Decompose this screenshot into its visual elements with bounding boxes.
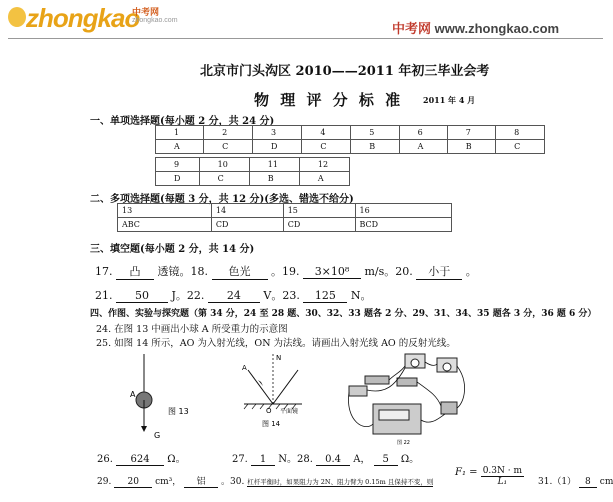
answer-blank-30: 杠杆平衡时，如果阻力为 2N、阻力臂为 0.15m 且保持不变，则 — [247, 478, 434, 486]
q24-text: 24. 在图 13 中画出小球 A 所受重力的示意图 — [96, 324, 288, 335]
table-cell: ABC — [118, 218, 212, 232]
fig14-a-label: A — [242, 364, 247, 372]
fig13-ball-label: A — [130, 390, 136, 399]
fig14-n-label: N — [276, 354, 282, 362]
table-row — [156, 172, 350, 186]
table-cell: D — [156, 172, 200, 186]
table-cell: 6 — [399, 126, 447, 140]
header-divider — [8, 38, 603, 39]
q-text: J。22. — [171, 289, 205, 302]
table-row — [118, 218, 452, 232]
table-row — [156, 158, 350, 172]
q-number: 21. — [95, 289, 113, 302]
sec1-answer-table-2 — [155, 157, 350, 186]
answers-21-23 — [95, 287, 371, 303]
q-text: m/s。20. — [364, 265, 413, 278]
table-cell: 3 — [252, 126, 301, 140]
q25-text: 25. 如图 14 所示，AO 为入射光线，ON 为法线。请画出入射光线 AO 的反射光线。 — [96, 338, 456, 349]
sec4-heading: 四、作图、实验与探究题（第 34 分，24 至 28 题、30、32、33 题各 2 分、29、31、34、35 题各 3 分，36 题 6 分） — [90, 309, 597, 319]
q-text: Ω。 — [167, 454, 186, 465]
q-text: N。 — [350, 289, 372, 302]
doc-date: 2011 年 4 月 — [423, 95, 476, 105]
q-number: 31.（1） — [538, 477, 577, 487]
site-cn: 中考网 — [392, 21, 432, 36]
table-cell: B — [447, 140, 495, 154]
table-cell: A — [156, 140, 204, 154]
logo-sub: zhongkao.com — [132, 17, 178, 24]
doc-subtitle: 物 理 评 分 标 准 — [254, 91, 404, 109]
sec3-heading: 三、填空题(每小题 2 分，共 14 分) — [90, 244, 255, 255]
q-text: Ω。 — [400, 454, 420, 465]
table-cell: 12 — [299, 158, 349, 172]
formula-lhs: F₁ = — [455, 467, 478, 478]
table-cell: C — [204, 140, 253, 154]
sec2-heading: 二、多项选择题(每题 3 分，共 12 分)(多选、错选不给分) — [90, 194, 354, 205]
site-logo[interactable] — [6, 3, 181, 33]
answer-blank: 凸 — [116, 263, 154, 280]
logo-text: zhongkao — [26, 3, 140, 33]
site-url[interactable] — [392, 18, 559, 37]
q-number: 29. — [97, 477, 112, 487]
logo-z-mark — [8, 7, 26, 27]
q-text: cm — [599, 477, 613, 487]
fig14-mirror-label: 平面镜 — [280, 408, 299, 415]
answers-29-31 — [97, 474, 433, 488]
table-cell: 15 — [283, 204, 355, 218]
answers-17-20 — [95, 263, 477, 280]
q-text: 。19. — [271, 265, 300, 278]
table-cell: 4 — [302, 126, 351, 140]
q-text: N。28. — [278, 454, 313, 465]
table-row — [118, 204, 452, 218]
q-text: cm³， — [155, 477, 182, 487]
table-cell: CD — [283, 218, 355, 232]
q-number: 26. — [97, 454, 113, 465]
sec1-answer-table — [155, 125, 545, 154]
answer-blank: 5 — [374, 454, 398, 466]
q-text: A， — [353, 454, 371, 465]
table-cell: 1 — [156, 126, 204, 140]
table-cell: BCD — [355, 218, 451, 232]
answer-blank: 624 — [116, 454, 164, 466]
formula-fraction — [481, 466, 524, 487]
table-cell: 10 — [199, 158, 249, 172]
table-cell: 13 — [118, 204, 212, 218]
table-cell: C — [302, 140, 351, 154]
table-cell: 14 — [211, 204, 283, 218]
q-text: 。 — [465, 265, 477, 278]
figure-13 — [122, 352, 202, 444]
table-cell: CD — [211, 218, 283, 232]
answer-blank: 色光 — [212, 263, 268, 280]
table-cell: A — [299, 172, 349, 186]
table-cell: D — [252, 140, 301, 154]
answer-blank: 0.4 — [316, 454, 350, 466]
table-row — [156, 126, 545, 140]
answer-blank: 125 — [303, 289, 347, 303]
answer-blank: 8 — [579, 477, 597, 488]
formula-denominator: L₁ — [497, 477, 508, 487]
formula-31 — [455, 466, 524, 487]
site-url-text: www.zhongkao.com — [434, 21, 560, 36]
answer-blank: 3×10⁸ — [303, 265, 361, 279]
fig22-label: 图 22 — [397, 440, 410, 446]
table-cell: 7 — [447, 126, 495, 140]
figure-14 — [236, 350, 316, 430]
table-cell: C — [496, 140, 545, 154]
table-cell: 11 — [249, 158, 299, 172]
table-cell: 5 — [351, 126, 399, 140]
table-cell: 8 — [496, 126, 545, 140]
answer-blank: 24 — [208, 289, 260, 303]
formula-numerator: 0.3N · m — [482, 466, 523, 476]
q-text: 透镜。18. — [157, 265, 208, 278]
answer-blank: 50 — [116, 289, 168, 303]
table-cell: 2 — [204, 126, 253, 140]
q-number: 27. — [231, 454, 248, 465]
table-cell: C — [199, 172, 249, 186]
table-cell: B — [249, 172, 299, 186]
fig14-o-label: O — [266, 407, 272, 415]
doc-title: 北京市门头沟区 2010——2011 年初三毕业会考 — [200, 64, 490, 79]
answer-blank: 铝 — [184, 474, 218, 488]
fig13-g-label: G — [154, 431, 161, 440]
sec2-answer-table — [117, 203, 452, 232]
q-text: 。30. — [221, 477, 245, 487]
q-number: 17. — [95, 265, 113, 278]
logo-cn: 中考网 — [132, 7, 160, 17]
table-row — [156, 140, 545, 154]
answers-26-28 — [97, 450, 419, 466]
answer-blank: 小于 — [416, 263, 462, 280]
answer-blank: 20 — [114, 477, 152, 488]
fig13-label: 图 13 — [168, 407, 189, 416]
q-text: V。23. — [263, 289, 300, 302]
table-cell: B — [351, 140, 399, 154]
answer-31 — [538, 474, 613, 488]
fig14-label: 图 14 — [262, 420, 281, 428]
table-cell: 16 — [355, 204, 451, 218]
table-cell: 9 — [156, 158, 200, 172]
sec1-heading: 一、单项选择题(每小题 2 分，共 24 分) — [90, 116, 275, 127]
figure-22-circuit — [345, 352, 475, 447]
answer-blank: 1 — [251, 454, 275, 466]
table-cell: A — [399, 140, 447, 154]
